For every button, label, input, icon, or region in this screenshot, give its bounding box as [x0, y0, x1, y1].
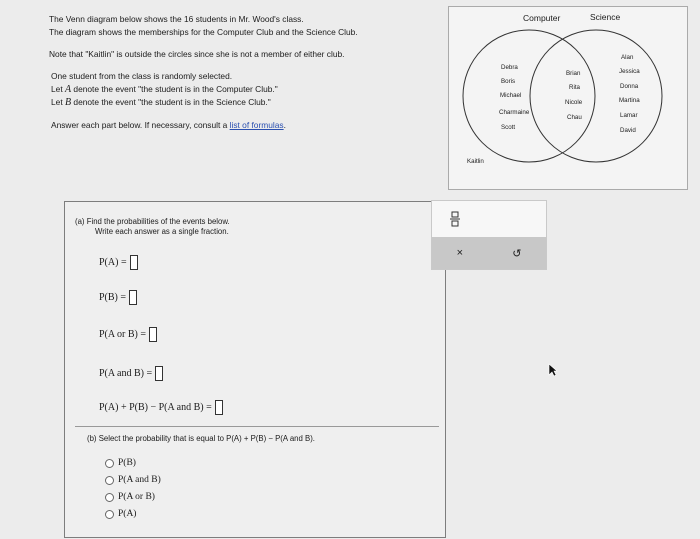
eq-p-a-and-b-label: P(A and B) =	[99, 368, 153, 379]
intro-line-6	[51, 97, 271, 108]
intro-line-7-pre: Answer each part below. If necessary, consult a	[51, 120, 230, 130]
radio-button[interactable]	[105, 493, 114, 502]
answer-input-p-a[interactable]	[130, 255, 138, 270]
eq-p-a-or-b	[99, 327, 157, 342]
venn-diagram	[448, 6, 688, 190]
venn-name: Scott	[501, 124, 516, 131]
answer-input-p-a-and-b[interactable]	[155, 366, 163, 381]
event-b-var: B	[64, 97, 72, 108]
intro-line-6-pre: Let	[51, 97, 65, 107]
venn-name: Kaitlin	[467, 158, 484, 165]
computer-label: Computer	[523, 13, 561, 23]
radio-button[interactable]	[105, 459, 114, 468]
option-label: P(A)	[118, 509, 137, 519]
venn-name: Lamar	[620, 112, 638, 119]
math-tool-panel	[431, 200, 547, 270]
option-row[interactable]	[105, 475, 161, 485]
answer-input-p-b[interactable]	[129, 290, 137, 305]
part-a-label: (a) Find the probabilities of the events below.	[75, 217, 230, 226]
option-label: P(A or B)	[118, 492, 155, 502]
eq-p-a-label: P(A) =	[99, 257, 127, 268]
venn-name: Charmaine	[499, 109, 530, 116]
intro-line-1: The Venn diagram below shows the 16 students in Mr. Wood's class.	[49, 14, 304, 24]
part-b-label: (b) Select the probability that is equal to P(A) + P(B) − P(A and B).	[87, 434, 315, 443]
venn-name: Michael	[500, 92, 522, 99]
intro-line-5	[51, 84, 278, 95]
eq-sum	[99, 400, 223, 415]
formulas-link[interactable]: list of formulas	[229, 120, 284, 130]
eq-p-a	[99, 255, 138, 270]
venn-name: Debra	[501, 64, 518, 71]
eq-sum-label: P(A) + P(B) − P(A and B) =	[99, 402, 212, 413]
venn-name: Donna	[620, 83, 639, 90]
computer-club-circle	[463, 30, 595, 162]
science-label: Science	[590, 12, 621, 22]
venn-name: Nicole	[565, 99, 583, 106]
answer-input-sum[interactable]	[215, 400, 223, 415]
venn-name: Boris	[501, 78, 516, 85]
intro-line-2: The diagram shows the memberships for the Computer Club and the Science Club.	[49, 27, 358, 37]
venn-name: Chau	[567, 114, 582, 121]
intro-line-5-pre: Let	[51, 84, 65, 94]
option-row[interactable]	[105, 509, 136, 519]
science-club-circle	[530, 30, 662, 162]
eq-p-b-label: P(B) =	[99, 292, 127, 303]
venn-name: David	[620, 127, 636, 134]
intro-line-5-post: denote the event "the student is in the Computer Club."	[71, 84, 278, 94]
undo-icon[interactable]: ↺	[512, 247, 522, 260]
cursor-icon	[548, 363, 558, 377]
option-label: P(A and B)	[118, 475, 161, 485]
tools-bar	[432, 237, 546, 269]
clear-button[interactable]: ×	[456, 247, 464, 259]
venn-name: Martina	[619, 97, 640, 104]
venn-name: Brian	[566, 70, 581, 77]
radio-button[interactable]	[105, 510, 114, 519]
radio-button[interactable]	[105, 476, 114, 485]
venn-name: Alan	[621, 54, 634, 61]
event-a-var: A	[64, 84, 72, 95]
fraction-icon[interactable]	[450, 211, 460, 227]
intro-line-3: Note that "Kaitlin" is outside the circles since she is not a member of either club.	[49, 49, 345, 59]
eq-p-a-or-b-label: P(A or B) =	[99, 329, 147, 340]
intro-line-4: One student from the class is randomly selected.	[51, 71, 233, 81]
eq-p-a-and-b	[99, 366, 163, 381]
venn-name: Jessica	[619, 68, 640, 75]
intro-line-6-post: denote the event "the student is in the Science Club."	[71, 97, 271, 107]
intro-line-7-post: .	[283, 120, 286, 130]
eq-p-b	[99, 290, 137, 305]
divider	[75, 426, 439, 427]
option-label: P(B)	[118, 458, 136, 468]
answer-input-p-a-or-b[interactable]	[149, 327, 157, 342]
intro-line-7	[51, 120, 286, 131]
venn-name: Rita	[569, 84, 581, 91]
answer-box	[64, 201, 446, 538]
option-row[interactable]	[105, 492, 155, 502]
option-row[interactable]	[105, 458, 136, 468]
part-a-instruction: Write each answer as a single fraction.	[95, 227, 229, 236]
